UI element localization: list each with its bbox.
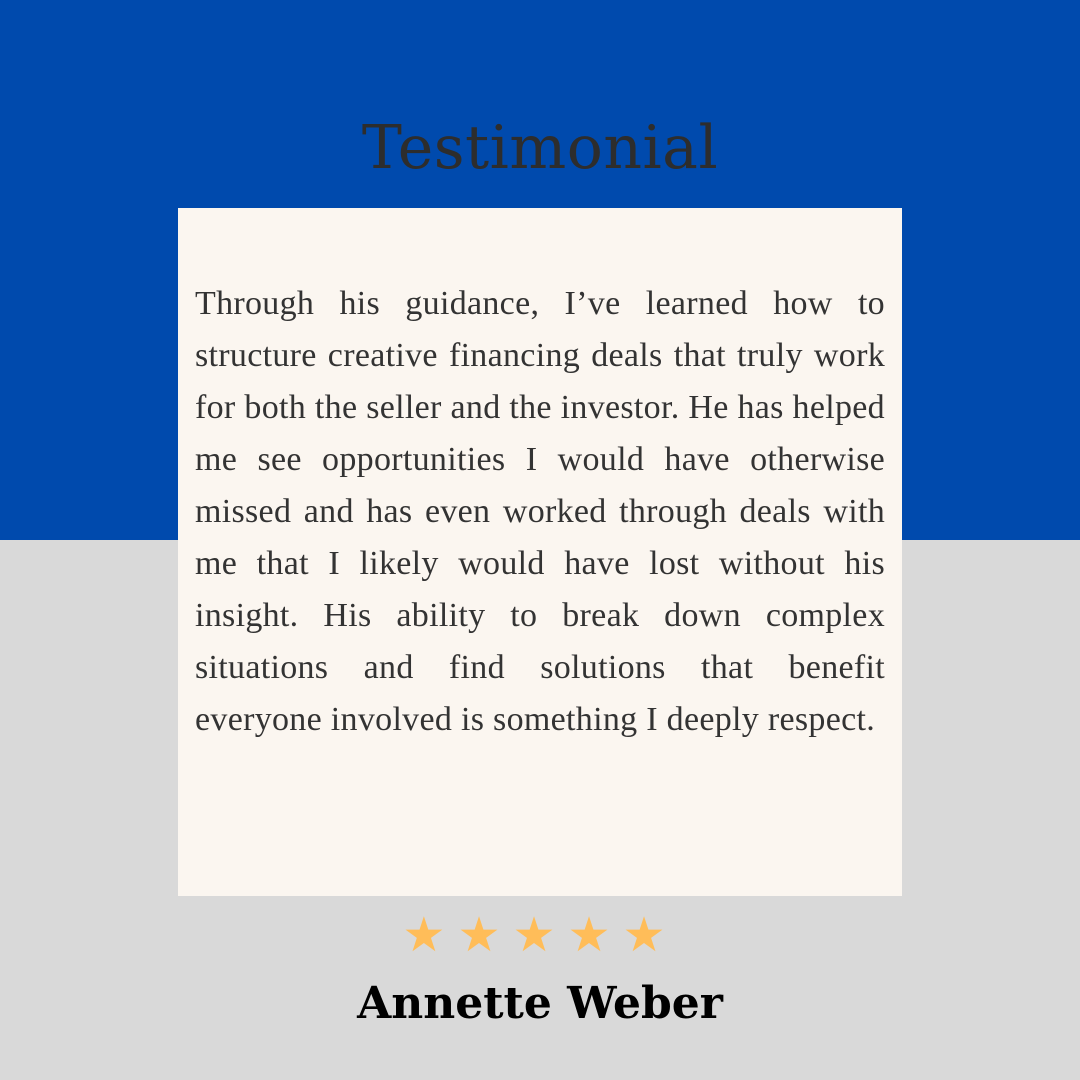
- star-rating: [0, 905, 1080, 965]
- star-icon: ★: [622, 907, 678, 963]
- star-icon: ★: [457, 907, 513, 963]
- star-icon: ★: [567, 907, 623, 963]
- testimonial-card: [178, 208, 902, 896]
- star-icon: ★: [402, 907, 458, 963]
- page-title: Testimonial: [361, 113, 719, 183]
- star-icon: ★: [512, 907, 568, 963]
- testimonial-quote: Through his guidance, I’ve learned how to structure creative financing deals that truly work for both the seller and the investor. He has helped me see opportunities I would have otherwise missed and has even worked through deals with me that I likely would have lost without his insight. His ability to break down complex situations and find solutions that benefit everyone involved is something I deeply respect.: [195, 285, 885, 738]
- author-name: Annette Weber: [357, 978, 723, 1029]
